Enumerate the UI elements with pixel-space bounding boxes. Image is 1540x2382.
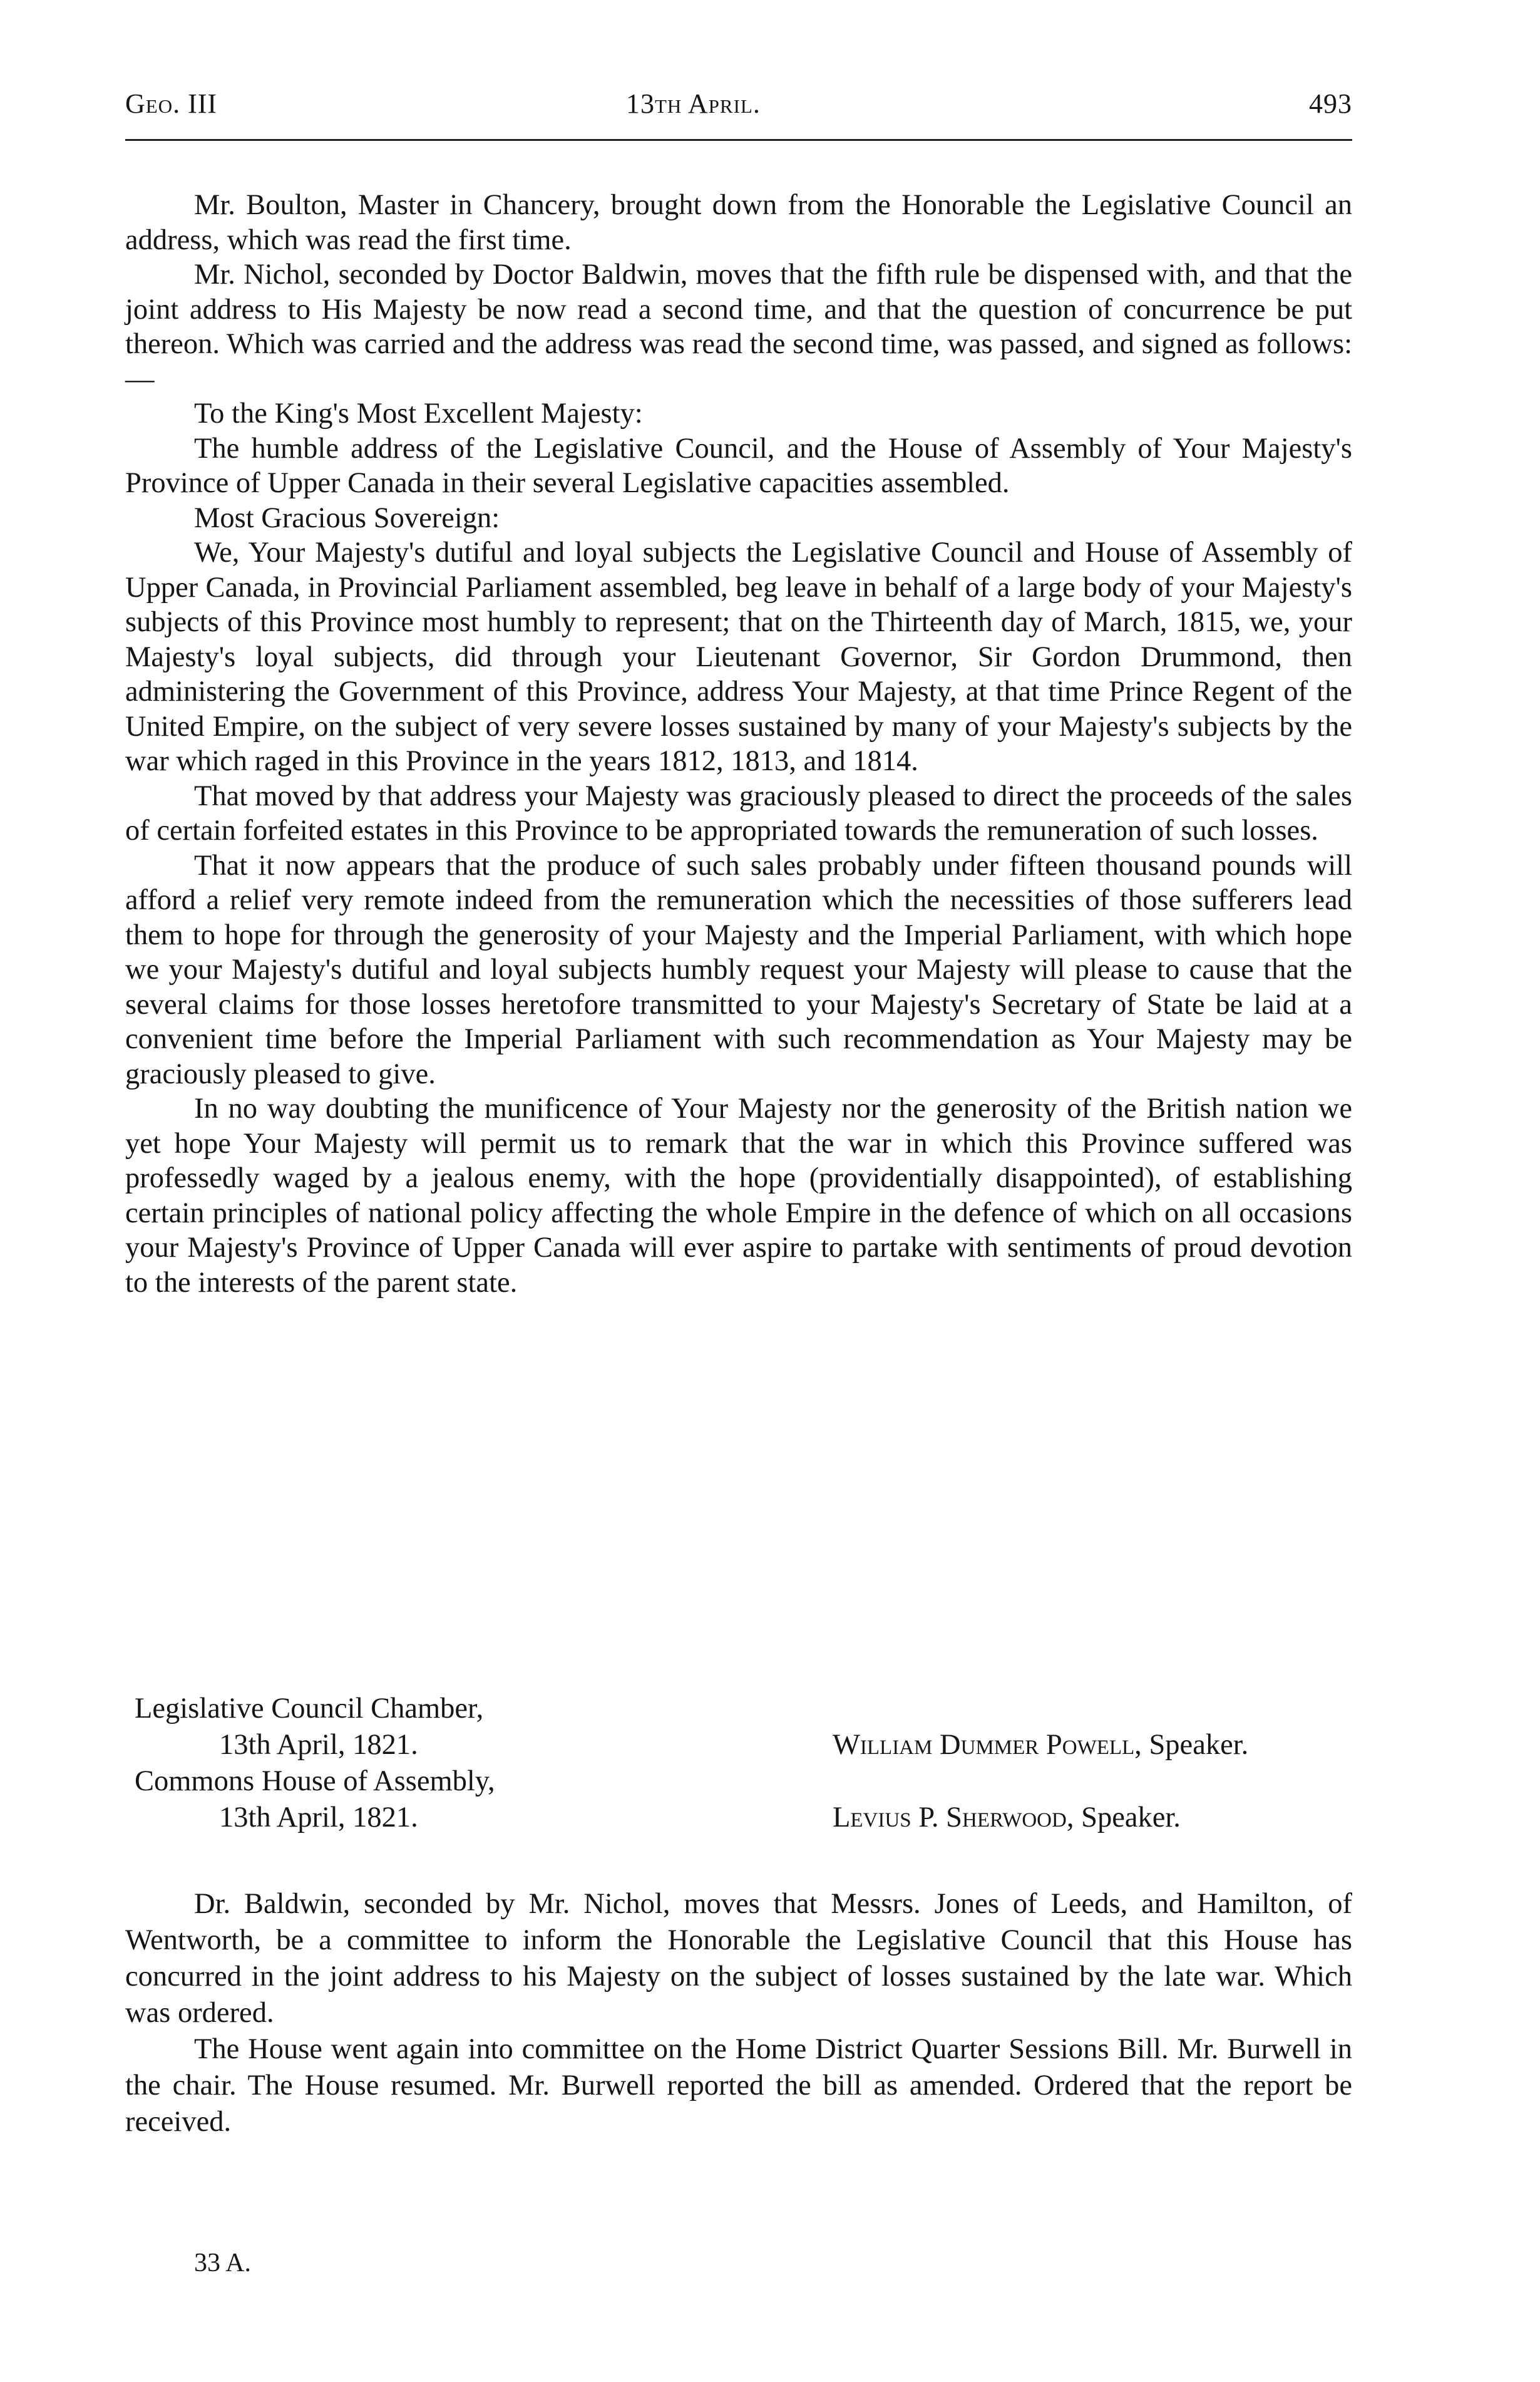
address-paragraph-3: That it now appears that the produce of such sales probably under fifteen thousand pounds will afford a relief very remote indeed from the remuneration which the necessities of those sufferers lead them to hope for through the generosity of your Majesty and the Imperial Parliament, with which hope we your Majesty's dutiful and loyal subjects humbly request your Majesty will please to cause that the several claims for those losses heretofore transmitted to your Majesty's Secretary of State be laid at a convenient time before the Imperial Parliament with such recommendation as Your Majesty may be graciously pleased to give. [125,849,1352,1090]
address-preamble: The humble address of the Legislative Council, and the House of Assembly of Your Majesty's Province of Upper Canada in their several Legislative capacities assembled. [125,432,1352,499]
assembly-speaker-title: Speaker. [1074,1802,1181,1833]
address-paragraph-2: That moved by that address your Majesty was graciously pleased to direct the proceeds of the sales of certain forfeited estates in this Province to be appropriated towards the remuneration of such losses. [125,780,1352,847]
running-head [125,88,1352,131]
paragraph-boulton: Mr. Boulton, Master in Chancery, brought down from the Honorable the Legislative Council an address, which was read the first time. [125,189,1352,256]
signature-row [135,1691,1324,1727]
address-greeting: Most Gracious Sovereign: [194,502,500,534]
council-date: 13th April, 1821. [219,1729,418,1761]
signature-row [135,1800,1324,1836]
paragraph-baldwin-motion: Dr. Baldwin, seconded by Mr. Nichol, moves that Messrs. Jones of Leeds, and Hamilton, of Wentworth, be a committee to inform the Honorable the Legislative Council that this House has concurred in the joint address to his Majesty on the subject of losses sustained by the late war. Which was ordered. [125,1888,1352,2029]
address-paragraph-1: We, Your Majesty's dutiful and loyal subjects the Legislative Council and House of Assembly of Upper Canada, in Provincial Parliament assembled, beg leave in behalf of a large body of your Majesty's subjects of this Province most humbly to represent; that on the Thirteenth day of March, 1815, we, your Majesty's loyal subjects, did through your Lieutenant Governor, Sir Gordon Drummond, then administering the Government of this Province, address Your Majesty, at that time Prince Regent of the United Empire, on the subject of very severe losses sustained by many of your Majesty's subjects by the war which raged in this Province in the years 1812, 1813, and 1814. [125,537,1352,777]
running-head-reign: Geo. III [125,88,218,119]
address-paragraph-4: In no way doubting the munificence of Your Majesty nor the generosity of the British nation we yet hope Your Majesty will permit us to remark that the war in which this Province suffered was professedly waged by a jealous enemy, with the hope (providentially disappointed), of establishing certain principles of national policy affecting the whole Empire in the defence of which on all occasions your Majesty's Province of Upper Canada will ever aspire to partake with sentiments of proud devotion to the interests of the parent state. [125,1093,1352,1299]
printer-signature-mark: 33 A. [194,2249,252,2277]
header-rule [125,139,1352,141]
running-head-date: 13th April. [626,88,761,119]
journal-continuation [125,1886,1352,2140]
page-number: 493 [1309,88,1352,119]
signature-block [135,1691,1324,1836]
council-speaker-name: William Dummer Powell, [833,1729,1142,1761]
assembly-speaker [833,1800,1181,1836]
council-speaker [833,1727,1248,1763]
assembly-date: 13th April, 1821. [219,1802,418,1833]
signature-row [135,1727,1324,1763]
signature-row [135,1763,1324,1800]
journal-body [125,188,1352,1300]
assembly-speaker-name: Levius P. Sherwood, [833,1802,1074,1833]
address-salutation: To the King's Most Excellent Majesty: [194,398,643,430]
paragraph-home-district: The House went again into committee on the Home District Quarter Sessions Bill. Mr. Burwell in the chair. The House resumed. Mr. Burwell reported the bill as amended. Ordered that the report be received. [125,2033,1352,2138]
paragraph-nichol-motion: Mr. Nichol, seconded by Doctor Baldwin, moves that the fifth rule be dispensed with, and that the joint address to His Majesty be now read a second time, and that the question of concurrence be put thereon. Which was carried and the address was read the second time, was passed, and signed as follows:— [125,259,1352,395]
council-chamber-label: Legislative Council Chamber, [135,1693,484,1725]
assembly-label: Commons House of Assembly, [135,1765,495,1797]
council-speaker-title: Speaker. [1141,1729,1249,1761]
